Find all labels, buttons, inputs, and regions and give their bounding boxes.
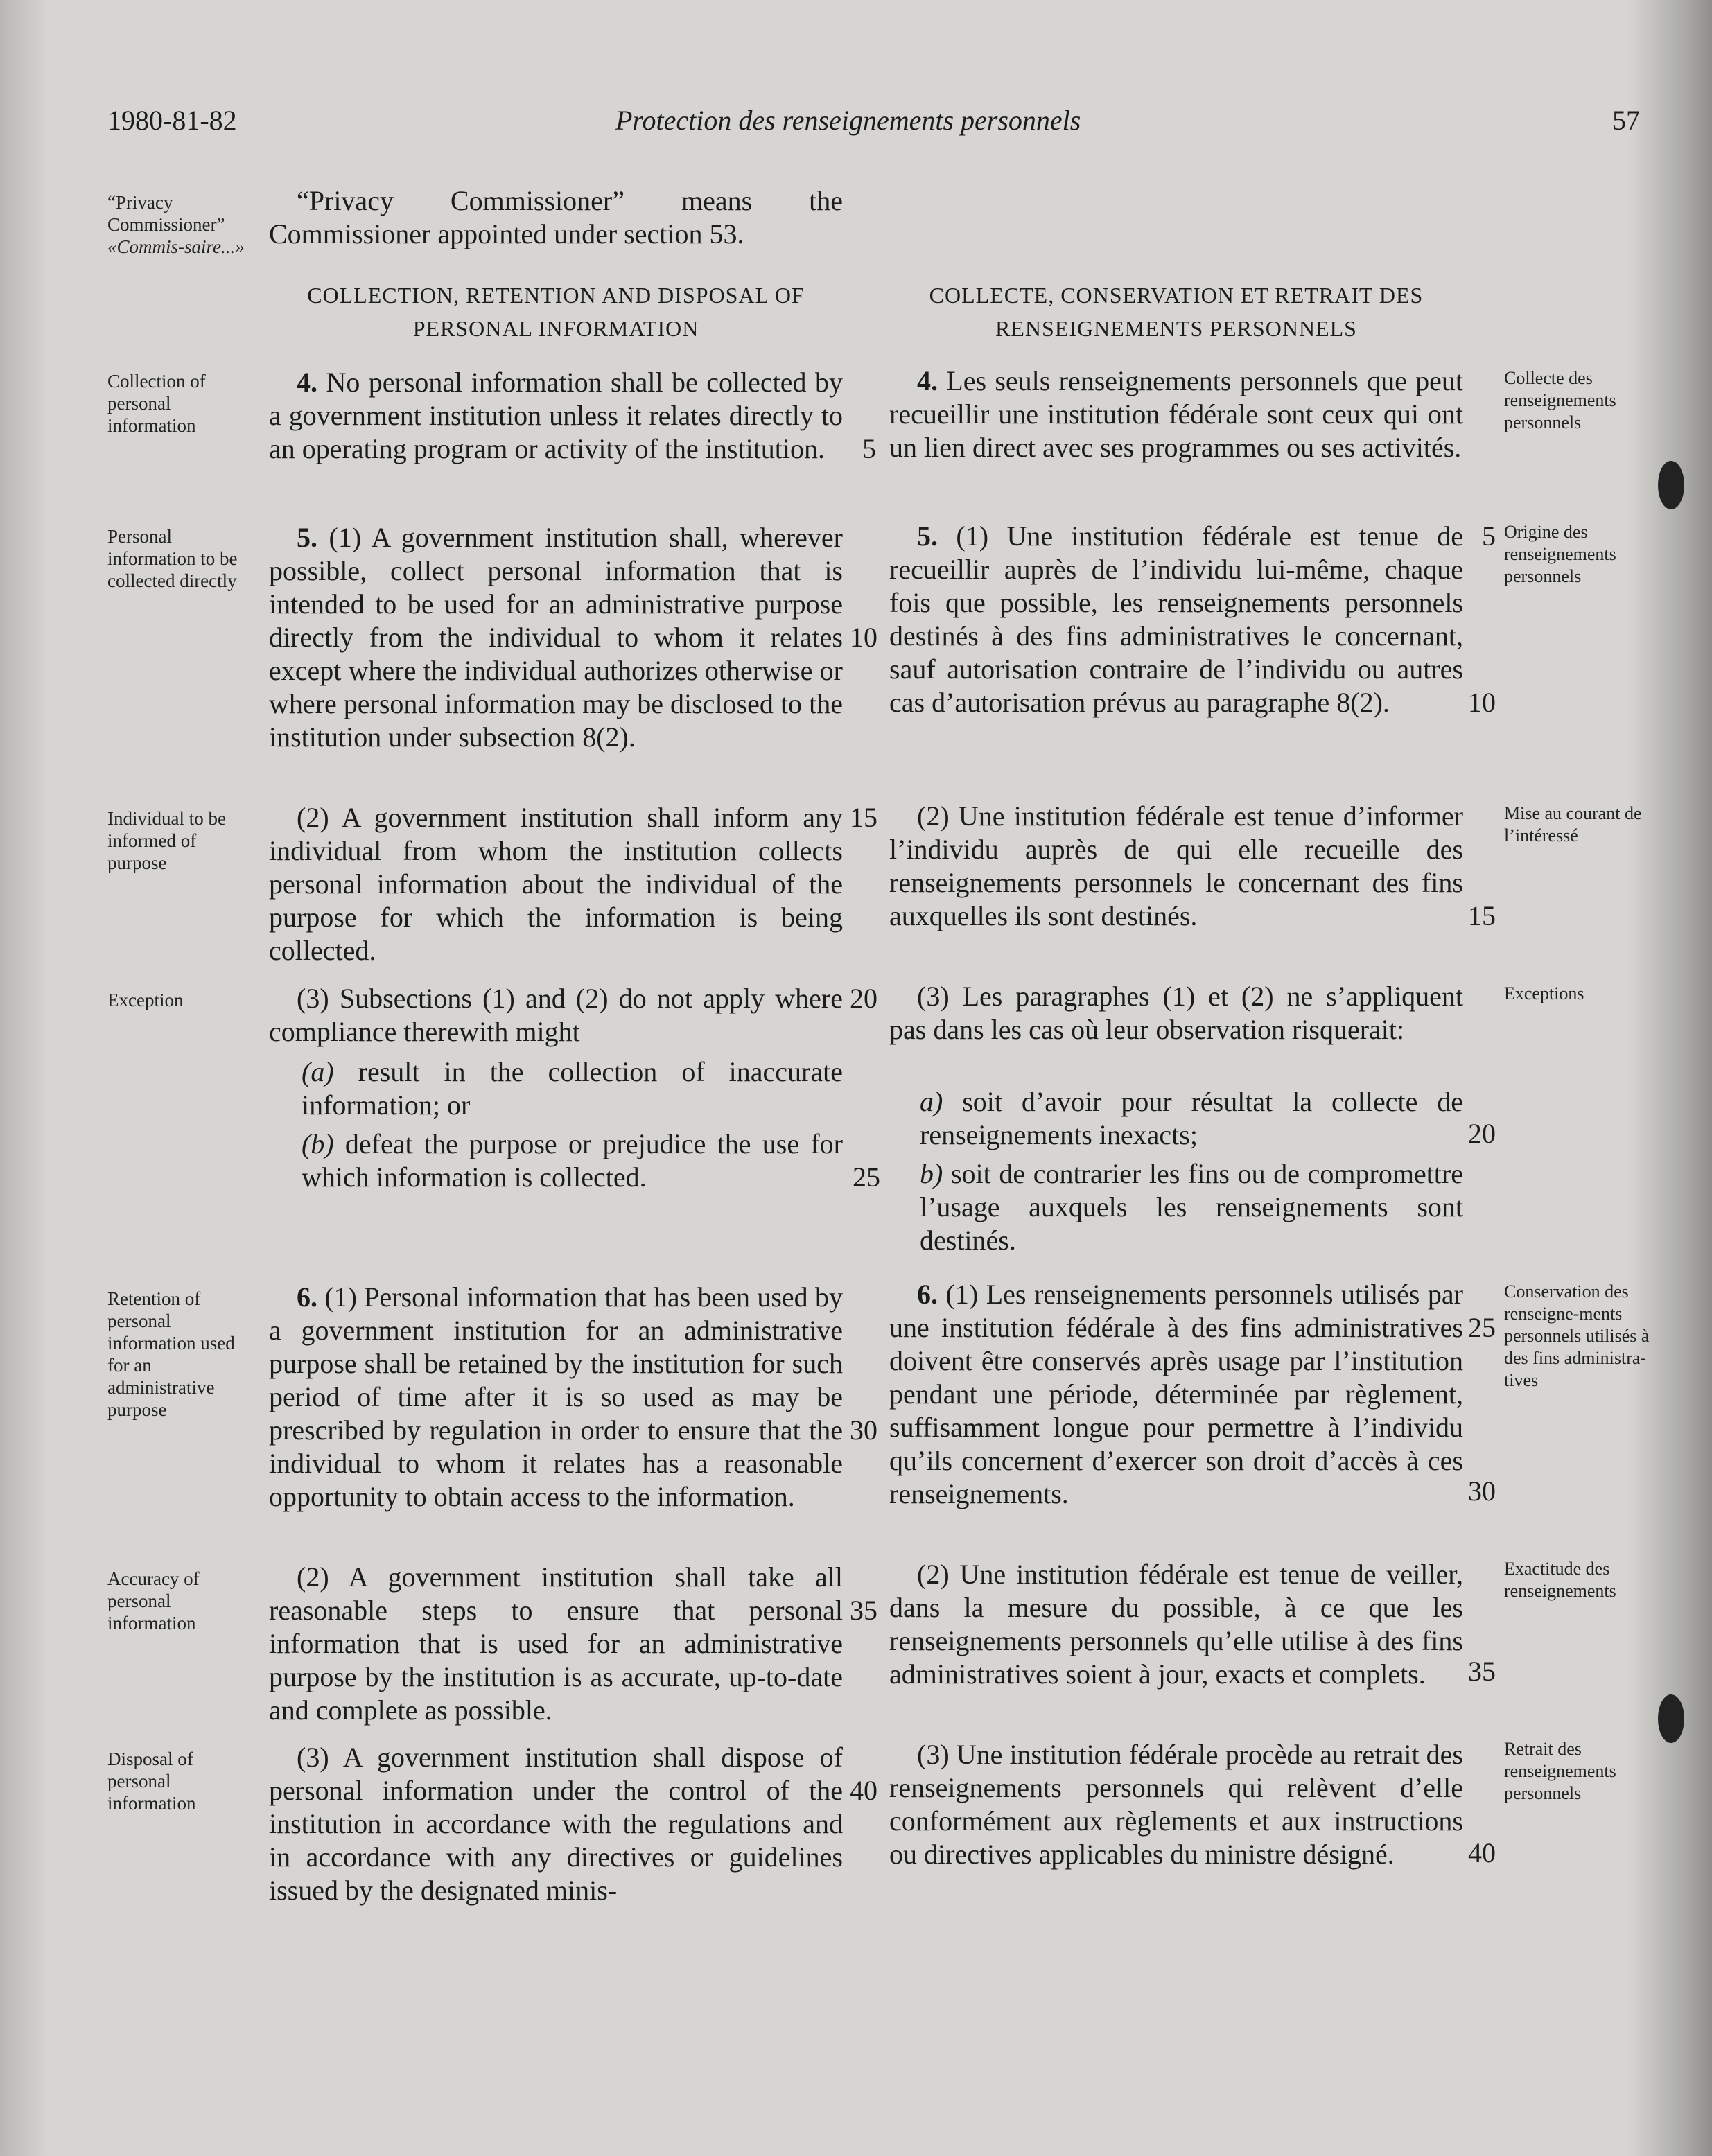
section-4-en: 4. No personal information shall be collected by a government institution unless it relates directly to an operating program or activity of the institution. <box>269 367 843 464</box>
section-5-3-en: (3) Subsections (1) and (2) do not apply where compliance therewith might <box>269 983 843 1047</box>
page-edge-right <box>1629 0 1712 2156</box>
line-number-en: 20 <box>850 983 877 1014</box>
margin-note-conservation: Conservation des renseigne-ments personnels utilisés à des fins administra-tives <box>1504 1281 1650 1390</box>
line-number-en: 25 <box>853 1162 880 1193</box>
line-number-en: 40 <box>850 1775 877 1806</box>
line-number-fr: 35 <box>1468 1656 1496 1687</box>
page-number: 57 <box>1612 105 1640 136</box>
line-number-en: 35 <box>850 1595 877 1626</box>
margin-note-origine: Origine des renseignements personnels <box>1504 522 1616 586</box>
section-5-3-a-fr: a) soit d’avoir pour résultat la collecte de renseignements inexacts; <box>920 1086 1463 1150</box>
margin-note-informed-of-purpose: Individual to be informed of purpose <box>107 808 226 873</box>
line-number-fr: 40 <box>1468 1837 1496 1868</box>
section-5-1-fr: 5. (1) Une institution fédérale est tenue de recueillir auprès de l’individu lui-même, chaque fois que possible, les renseignements personnels destinés à des fins administratives le concernant, sauf autorisation contraire de l’individu ou autres cas d’autorisation prévus au paragraphe 8(2). <box>889 520 1463 718</box>
section-heading-fr: COLLECTE, CONSERVATION ET RETRAIT DES RENSEIGNEMENTS PERSONNELS <box>929 283 1424 341</box>
section-5-3-fr: (3) Les paragraphes (1) et (2) ne s’appliquent pas dans les cas où leur observation risquerait: <box>889 981 1463 1045</box>
section-5-3-a-en: (a) result in the collection of inaccurate information; or <box>302 1056 843 1121</box>
section-5-3-b-fr: b) soit de contrarier les fins ou de compromettre l’usage auxquels les renseignements sont destinés. <box>920 1158 1463 1256</box>
section-5-2-fr: (2) Une institution fédérale est tenue d’informer l’individu auprès de qui elle recueille des renseignements personnels le concernant des fins auxquelles ils sont destinés. <box>889 800 1463 931</box>
line-number-en: 15 <box>850 802 877 833</box>
header-year: 1980-81-82 <box>107 105 237 136</box>
line-number-en: 10 <box>850 622 877 653</box>
line-number-en: 30 <box>850 1414 877 1446</box>
margin-note-collection: Collection of personal information <box>107 371 206 436</box>
line-number-fr: 5 <box>1482 520 1496 552</box>
margin-note-accuracy: Accuracy of personal information <box>107 1568 200 1633</box>
section-6-3-fr: (3) Une institution fédérale procède au retrait des renseignements personnels qui relèvent d’elle conformément aux règlements et aux instructions ou directives applicables du ministre désigné. <box>889 1739 1463 1870</box>
line-number-fr: 25 <box>1468 1312 1496 1343</box>
margin-note-exception: Exception <box>107 990 184 1010</box>
section-5-2-en: (2) A government institution shall inform any individual from whom the institution collects personal information about the individual of the purpose for which the information is being collected. <box>269 802 843 966</box>
section-6-3-en: (3) A government institution shall dispose of personal information under the control of the institution in accordance with the regulations and in accordance with any directives or guidelines issued by the designated minis- <box>269 1742 843 1906</box>
line-number-fr: 30 <box>1468 1475 1496 1507</box>
margin-note-collecte: Collecte des renseignements personnels <box>1504 368 1616 432</box>
section-6-1-fr: 6. (1) Les renseignements personnels utilisés par une institution fédérale à des fins administratives doivent être conservés après usage par l’institution pendant une période, déterminée par règlement, suffisamment longue pour permettre à l’individu qu’ils concernent d’exercer son droit d’accès à ces renseignements. <box>889 1279 1463 1509</box>
line-number-fr: 20 <box>1468 1118 1496 1149</box>
header-title: Protection des renseignements personnels <box>615 105 1081 136</box>
section-6-2-fr: (2) Une institution fédérale est tenue de veiller, dans la mesure du possible, à ce que les renseignements personnels qu’elle utilise à des fins administratives soient à jour, exacts et complets. <box>889 1559 1463 1690</box>
margin-note-collected-directly: Personal information to be collected directly <box>107 526 238 591</box>
line-number-fr: 10 <box>1468 687 1496 718</box>
binding-hole-mark <box>1658 1694 1684 1743</box>
margin-note-exactitude: Exactitude des renseignements <box>1504 1559 1616 1601</box>
definition-privacy-commissioner: “Privacy Commissioner” means the Commissioner appointed under section 53. <box>269 185 843 249</box>
margin-note-retention: Retention of personal information used for an administrative purpose <box>107 1288 235 1420</box>
page-edge-left <box>0 0 49 2156</box>
binding-hole-mark <box>1658 461 1684 509</box>
margin-note-exceptions: Exceptions <box>1504 983 1584 1003</box>
section-4-fr: 4. Les seuls renseignements personnels que peut recueillir une institution fédérale sont ceux qui ont un lien direct avec ses programmes ou ses activités. <box>889 365 1463 463</box>
section-6-1-en: 6. (1) Personal information that has been used by a government institution for an administrative purpose shall be retained by the institution for such period of time after it is so used as may be prescribed by regulation in order to ensure that the individual to whom it relates has a reasonable opportunity to obtain access to the information. <box>269 1281 843 1512</box>
section-6-2-en: (2) A government institution shall take all reasonable steps to ensure that personal information that is used for an administrative purpose by the institution is as accurate, up-to-date and complete as possible. <box>269 1561 843 1726</box>
section-5-1-en: 5. (1) A government institution shall, wherever possible, collect personal information that is intended to be used for an administrative purpose directly from the individual to whom it relates except where the individual authorizes otherwise or where personal information may be disclosed to the institution under subsection 8(2). <box>269 522 843 753</box>
margin-note-retrait: Retrait des renseignements personnels <box>1504 1739 1616 1803</box>
margin-note-privacy-commissioner: “Privacy Commissioner” «Commis-saire...» <box>107 192 245 257</box>
margin-note-disposal: Disposal of personal information <box>107 1749 196 1814</box>
section-heading-en: COLLECTION, RETENTION AND DISPOSAL OF PERSONAL INFORMATION <box>307 283 805 341</box>
margin-note-mise-au-courant: Mise au courant de l’intéressé <box>1504 803 1642 845</box>
section-5-3-b-en: (b) defeat the purpose or prejudice the use for which information is collected. <box>302 1128 843 1193</box>
line-number-en: 5 <box>862 433 876 464</box>
line-number-fr: 15 <box>1468 900 1496 931</box>
